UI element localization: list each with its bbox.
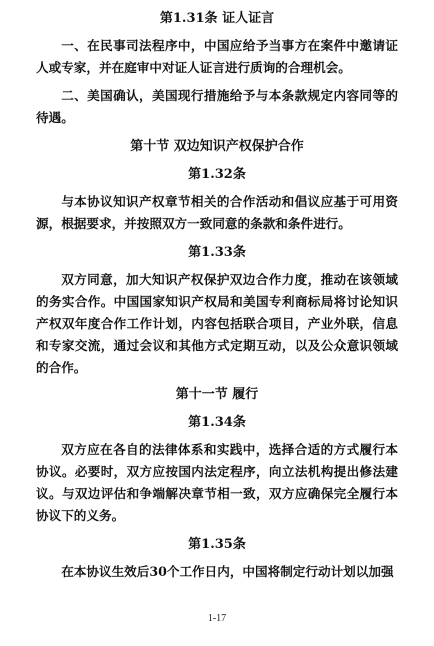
article-1-31-heading: 第1.31条 证人证言: [159, 11, 275, 26]
article-1-32-heading: 第1.32条: [188, 167, 246, 182]
section-11-heading: 第十一节 履行: [175, 387, 259, 402]
section-10-heading: 第十节 双边知识产权保护合作: [130, 139, 304, 154]
article-1-31-para-2: 二、美国确认，美国现行措施给予与本条款规定内容同等的待遇。: [36, 88, 398, 125]
article-1-32-para: 与本协议知识产权章节相关的合作活动和倡议应基于可用资源，根据要求，并按照双方一致同意的条款和条件进行。: [36, 194, 398, 231]
article-1-34-heading: 第1.34条: [188, 415, 246, 430]
page-content: [36, 9, 398, 583]
article-1-35-heading: 第1.35条: [188, 537, 246, 552]
article-1-34-para: 双方应在各自的法律体系和实践中，选择合适的方式履行本协议。必要时，双方应按国内法定程序，向立法机构提出修法建议。与双边评估和争端解决章节相一致，双方应确保完全履行本协议下的义务。: [36, 442, 398, 523]
page-number: 1-17: [207, 613, 227, 624]
article-1-35-para: 在本协议生效后30个工作日内，中国将制定行动计划以加强: [61, 564, 394, 579]
article-1-33-heading: 第1.33条: [188, 245, 246, 260]
article-1-31-para-1: 一、在民事司法程序中，中国应给予当事方在案件中邀请证人或专家，并在庭审中对证人证言进行质询的合理机会。: [36, 38, 398, 75]
article-1-33-para: 双方同意，加大知识产权保护双边合作力度，推动在该领域的务实合作。中国国家知识产权局和美国专利商标局将讨论知识产权双年度合作工作计划，内容包括联合项目，产业外联，信息和专家交流，通过会议和其他方式定期互动，以及公众意识领域的合作。: [36, 272, 398, 375]
